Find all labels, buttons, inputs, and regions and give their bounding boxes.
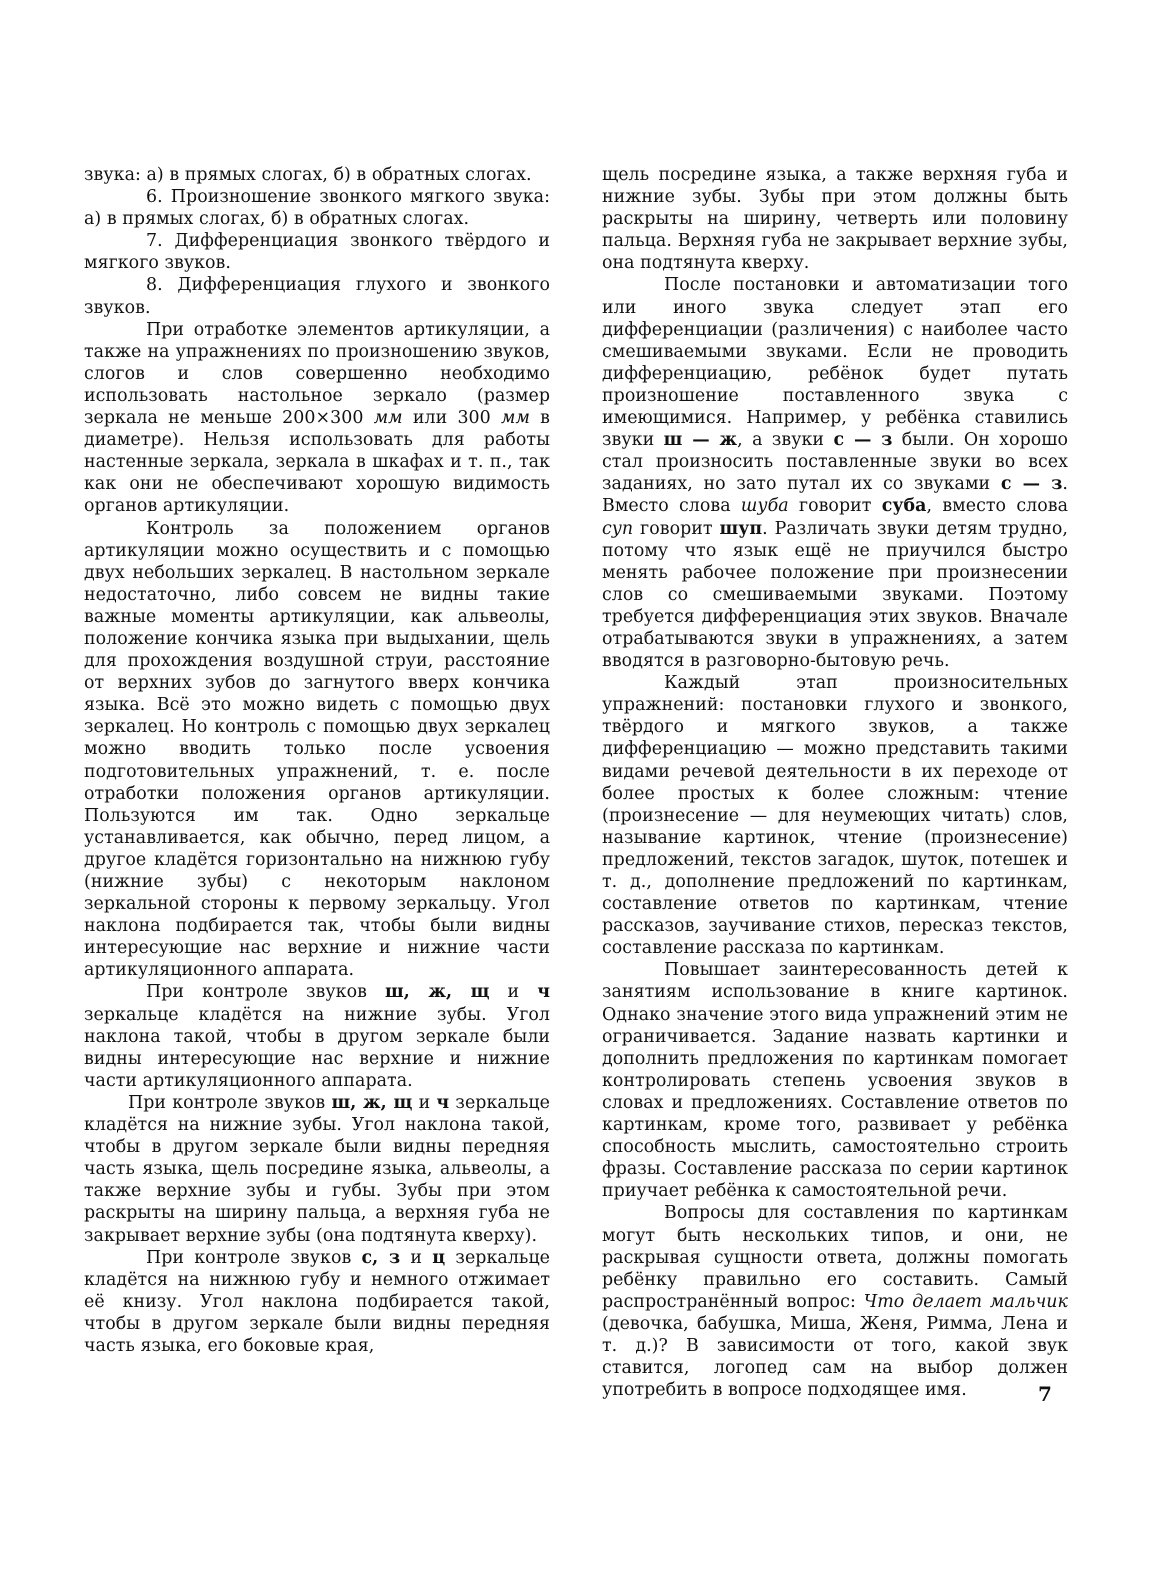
text-run: При контроле звуков <box>146 982 385 1003</box>
text-run: При контроле звуков <box>146 1247 362 1268</box>
left-column <box>84 164 550 1357</box>
bold-text: с, з <box>361 1247 401 1268</box>
text-run: Повышает заинтересованность детей к занятиям использование в книге картинок. Однако значение этого вида упражнений этим не ограничивается. Задание назвать картинки и дополнить предложения по картинкам помогает контролировать степень усвоения звуков в словах и предложениях. Составление ответов по картинкам, кроме того, развивает у ребёнка способность мыслить, самостоятельно строить фразы. Составление рассказа по серии картинок приучает ребёнка к самостоятельной речи. <box>602 960 1068 1202</box>
text-run: Вопросы для составления по картинкам могут быть нескольких типов, и они, не раскрывая сущности ответа, должны помогать ребёнку правильно его составить. Самый распространённый вопрос: <box>602 1203 1068 1312</box>
text-run: 8. Дифференциация глухого и звонкого звуков. <box>84 275 550 318</box>
italic-text: шуба <box>740 496 789 517</box>
paragraph <box>84 1092 550 1247</box>
text-run: (девочка, бабушка, Миша, Женя, Римма, Лена и т. д.)? В зависимости от того, какой звук ставится, логопед сам на выбор должен употребить в вопросе подходящее имя. <box>602 1313 1068 1401</box>
text-run: 7. Дифференциация звонкого твёрдого и мягкого звуков. <box>84 231 550 274</box>
text-run: . Различать звуки детям трудно, потому что язык ещё не приучился быстро менять рабочее положение при произнесении слов со смешиваемыми звуками. Поэтому требуется дифференциация этих звуков. Вначале отрабатываются звуки в упражнениях, а затем вводятся в разговорно-бытовую речь. <box>602 518 1068 672</box>
text-run: в диаметре). Нельзя использовать для работы настенные зеркала, зеркала в шкафах и т. п., так как они не обеспечивают хорошую видимость органов артикуляции. <box>84 408 551 517</box>
text-run: говорит <box>788 496 882 517</box>
text-run: зеркальце кладётся на нижнюю губу и немного отжимает её книзу. Угол наклона подбирается такой, чтобы в другом зеркале были видны передняя часть языка, его боковые края, <box>84 1247 551 1356</box>
text-run: , а звуки <box>737 430 834 451</box>
text-run: При отработке элементов артикуляции, а также на упражнениях по произношению звуков, слогов и слов совершенно необходимо использовать настольное зеркало (размер зеркала не меньше 200×300 <box>84 319 550 429</box>
text-run: были. Он хорошо стал произносить поставленные звуки во всех заданиях, но зато путал их со звуками <box>602 430 1069 495</box>
paragraph <box>602 164 1068 274</box>
bold-text: с — з <box>833 430 893 451</box>
text-run: После постановки и автоматизации того или иного звука следует этап его дифференциации (различения) с наиболее часто смешиваемыми звуками. Если не проводить дифференциацию, ребёнок будет путать произношение поставленного звука с имеющимися. Например, у ребёнка ставились звуки <box>602 275 1068 451</box>
bold-text: ш — ж <box>663 430 738 451</box>
paragraph <box>84 1247 550 1357</box>
bold-text: ш, ж, щ <box>384 982 490 1003</box>
paragraph <box>602 1202 1068 1401</box>
text-run: зеркальце кладётся на нижние зубы. Угол наклона такой, чтобы в другом зеркале были видны интересующие нас верхние и нижние части артикуляционного аппарата. <box>84 1004 550 1091</box>
bold-text: суба <box>881 496 927 517</box>
text-run: щель посредине языка, а также верхняя губа и нижние зубы. Зубы при этом должны быть раскрыты на ширину, четверть или половину пальца. Верхняя губа не закрывает верхние зубы, она подтянута кверху. <box>602 165 1068 274</box>
paragraph <box>84 186 550 230</box>
italic-text: суп <box>602 518 634 539</box>
text-run: , вместо слова <box>926 496 1068 517</box>
text-run: Каждый этап произносительных упражнений: постановки глухого и звонкого, твёрдого и мягкого звуков, а также дифференциацию — можно представить такими видами речевой деятельности в их переходе от более простых к более сложным: чтение (произнесение — для неумеющих читать) слов, называние картинок, чтение (произнесение) предложений, текстов загадок, шуток, потешек и т. д., дополнение предложений по картинкам, составление ответов по картинкам, чтение рассказов, заучивание стихов, пересказ текстов, составление рассказа по картинкам. <box>602 673 1068 959</box>
bold-text: ц <box>432 1247 446 1268</box>
paragraph <box>84 164 550 186</box>
right-column <box>602 164 1068 1401</box>
page-number: 7 <box>1038 1382 1052 1406</box>
text-run: . Вместо слова <box>602 474 1068 517</box>
text-run: и <box>489 982 538 1003</box>
text-run: и <box>400 1247 433 1268</box>
paragraph <box>84 518 550 982</box>
paragraph <box>84 319 550 518</box>
text-run: При контроле звуков <box>128 1092 332 1113</box>
bold-text: ч <box>537 982 550 1003</box>
text-run: говорит <box>633 518 720 539</box>
bold-text: с — з <box>1000 474 1063 495</box>
text-run: 6. Произношение звонкого мягкого звука: а) в прямых слогах, б) в обратных слогах. <box>84 187 550 230</box>
text-run: звука: а) в прямых слогах, б) в обратных слогах. <box>84 165 532 185</box>
text-run: и <box>412 1092 437 1113</box>
text-run: зеркальце кладётся на нижние зубы. Угол наклона такой, чтобы в другом зеркале были видны передняя часть языка, щель посредине языка, альвеолы, а также верхние зубы и губы. Зубы при этом раскрыты на ширину пальца, а верхняя губа не закрывает верхние зубы (она подтянута кверху). <box>84 1092 550 1246</box>
paragraph <box>602 959 1068 1202</box>
text-run: Контроль за положением органов артикуляции можно осуществить и с помощью двух небольших зеркалец. В настольном зеркале недостаточно, либо совсем не видны такие важные моменты артикуляции, как альвеолы, положение кончика языка при выдыхании, щель для прохождения воздушной струи, расстояние от верхних зубов до загнутого вверх кончика языка. Всё это можно видеть с помощью двух зеркалец. Но контроль с помощью двух зеркалец можно вводить только после усвоения подготовительных упражнений, т. е. после отработки положения органов артикуляции. Пользуются им так. Одно зеркальце устанавливается, как обычно, перед лицом, а другое кладётся горизонтально на нижнюю губу (нижние зубы) с некоторым наклоном зеркальной стороны к первому зеркальцу. Угол наклона подбирается так, чтобы были видны интересующие нас верхние и нижние части артикуляционного аппарата. <box>84 518 550 981</box>
paragraph <box>84 981 550 1091</box>
italic-text: Что делает мальчик <box>863 1291 1068 1312</box>
bold-text: ш, ж, щ <box>331 1092 413 1113</box>
bold-text: шуп <box>719 518 763 539</box>
paragraph <box>84 274 550 318</box>
paragraph <box>602 672 1068 959</box>
text-run: или 300 <box>402 408 502 429</box>
paragraph <box>84 230 550 274</box>
bold-text: ч <box>436 1092 450 1113</box>
paragraph <box>602 274 1068 672</box>
italic-text: мм <box>501 408 530 429</box>
italic-text: мм <box>373 408 403 429</box>
